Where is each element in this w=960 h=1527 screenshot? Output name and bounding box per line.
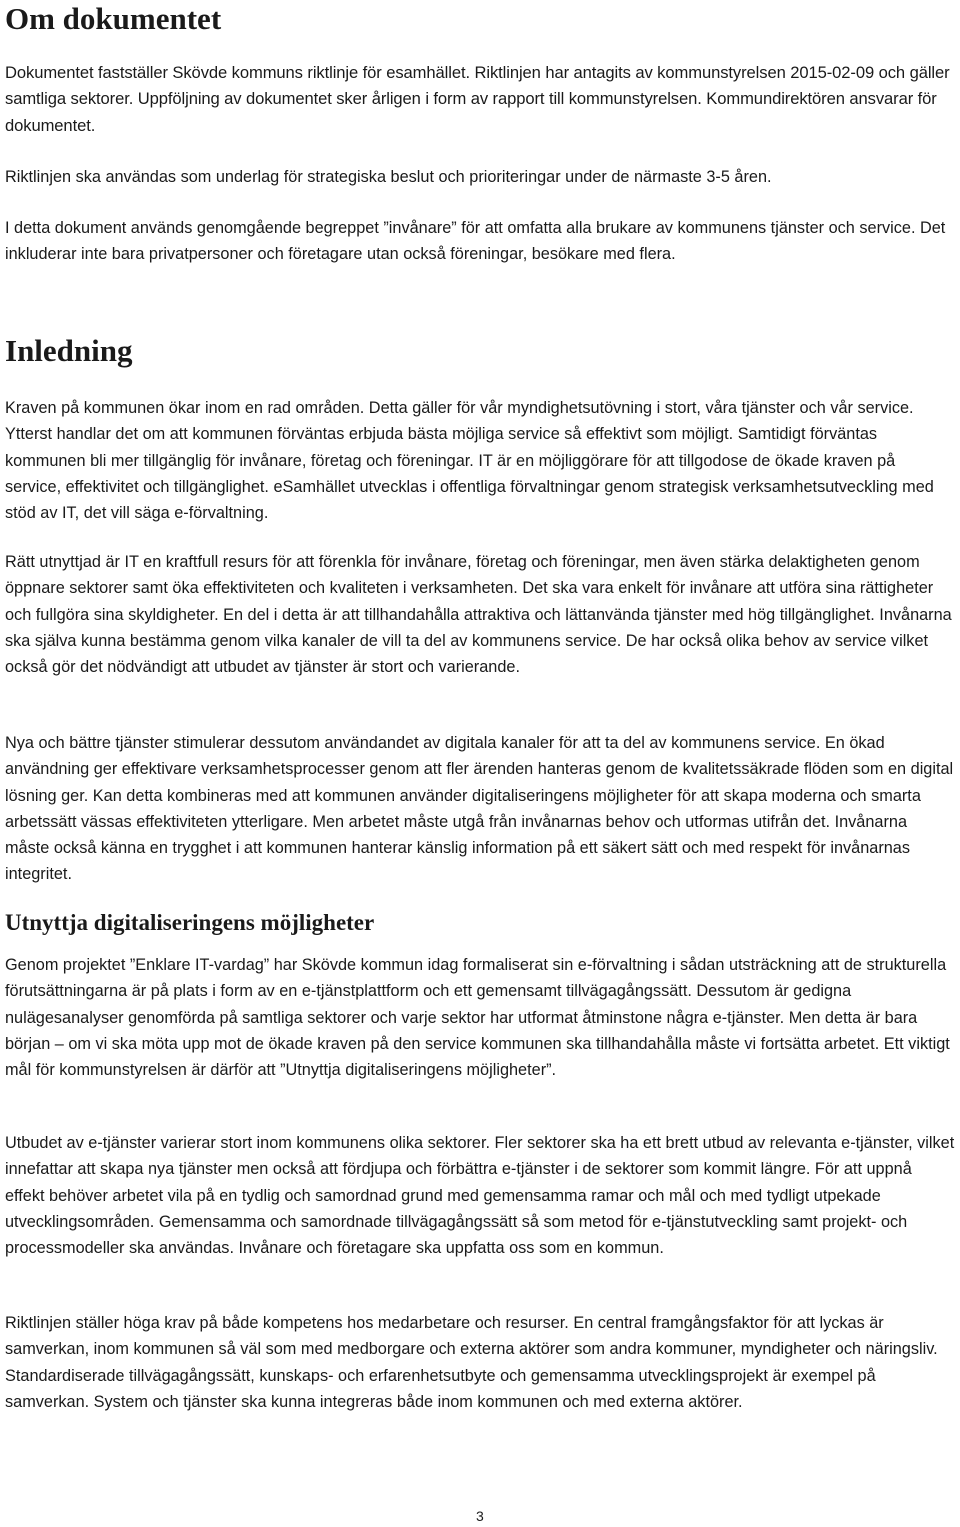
inledning-paragraph-1: Kraven på kommunen ökar inom en rad områden. Detta gäller för vår myndighetsutövning i stort, våra tjänster och vår service. Ytterst handlar det om att kommunen förväntas erbjuda bästa möjliga service så effektivt som möjligt. Samtidigt förväntas kommunen bli mer tillgänglig för invånare, företag och föreningar. IT är en möjliggörare för att tillgodose de ökade kraven på service, effektivitet och tillgänglighet. eSamhället utvecklas i offentliga förvaltningar genom strategisk verksamhetsutveckling med stöd av IT, det vill säga e-förvaltning. (5, 399, 934, 523)
intro-paragraph-3: I detta dokument används genomgående begreppet ”invånare” för att omfatta alla brukare av kommunens tjänster och service. Det inkluderar inte bara privatpersoner och företagare utan också föreningar, besökare med flera. (5, 219, 946, 264)
utnyttja-paragraph-2: Utbudet av e-tjänster varierar stort inom kommunens olika sektorer. Fler sektorer ska ha ett brett utbud av relevanta e-tjänster, vilket innefattar att skapa nya tjänster men också att fördjupa och förbättra e-tjänster i de sektorer som kommit längre. För att uppnå effekt behöver arbetet vila på en tydlig och samordnad grund med gemensamma ramar och mål och med tydligt utpekade utvecklingsområden. Gemensamma och samordnade tillvägagångssätt så som metod för e-tjänstutveckling samt projekt- och processmodeller ska användas. Invånare och företagare ska uppfatta oss som en kommun. (5, 1134, 955, 1258)
intro-paragraph-2: Riktlinjen ska användas som underlag för strategiska beslut och prioriteringar under de närmaste 3-5 åren. (5, 168, 772, 186)
intro-paragraph-1: Dokumentet fastställer Skövde kommuns riktlinje för esamhället. Riktlinjen har antagits av kommunstyrelsen 2015-02-09 och gäller samtliga sektorer. Uppföljning av dokumentet sker årligen i form av rapport till kommunstyrelsen. Kommundirektören ansvarar för dokumentet. (5, 63, 950, 135)
page-number: 3 (476, 1508, 484, 1524)
inledning-paragraph-2: Rätt utnyttjad är IT en kraftfull resurs för att förenkla för invånare, företag och föreningar, men även stärka delaktigheten genom öppnare sektorer samt öka effektiviteten och kvaliteten i verksamheten. Det ska vara enkelt för invånare att utföra sina rättigheter och fullgöra sina skyldigheter. En del i detta är att tillhandahålla attraktiva och lättanvända tjänster med hög tillgänglighet. Invånarna ska själva kunna bestämma genom vilka kanaler de vill ta del av kommunens service. De har också olika behov av service vilket också gör det nödvändigt att utbudet av tjänster är stort och varierande. (5, 553, 952, 677)
utnyttja-paragraph-3: Riktlinjen ställer höga krav på både kompetens hos medarbetare och resurser. En central framgångsfaktor för att lyckas är samverkan, inom kommunen så väl som med medborgare och externa aktörer som andra kommuner, myndigheter och näringsliv. Standardiserade tillvägagångssätt, kunskaps- och erfarenhetsutbyte och gemensamma utvecklingsprojekt är exempel på samverkan. System och tjänster ska kunna integreras både inom kommunen och med externa aktörer. (5, 1314, 938, 1411)
heading-utnyttja: Utnyttja digitaliseringens möjligheter (5, 910, 375, 935)
heading-om-dokumentet: Om dokumentet (5, 1, 222, 36)
heading-inledning: Inledning (5, 333, 133, 368)
utnyttja-paragraph-1: Genom projektet ”Enklare IT-vardag” har Skövde kommun idag formaliserat sin e-förvaltning i sådan utsträckning att de strukturella förutsättningarna är på plats i form av en e-tjänstplattform och ett gemensamt tillvägagångssätt. Dessutom är gedigna nulägesanalyser genomförda på samtliga sektorer och varje sektor har utformat åtminstone några e-tjänster. Men detta är bara början – om vi ska möta upp mot de ökade kraven på den service kommunen ska tillhandahålla måste vi fortsätta arbetet. Ett viktigt mål för kommunstyrelsen är därför att ”Utnyttja digitaliseringens möjligheter”. (5, 956, 950, 1080)
inledning-paragraph-3: Nya och bättre tjänster stimulerar dessutom användandet av digitala kanaler för att ta del av kommunens service. En ökad användning ger effektivare verksamhetsprocesser genom att fler ärenden hanteras genom de kvalitetssäkrade flöden som en digital lösning ger. Kan detta kombineras med att kommunen använder digitaliseringens möjligheter för att skapa moderna och smarta arbetssätt vässas effektiviteten ytterligare. Men arbetet måste utgå från invånarnas behov och utformas utifrån det. Invånarna måste också känna en trygghet i att kommunen hanterar känslig information på ett säkert sätt och med respekt för invånarnas integritet. (5, 734, 954, 884)
